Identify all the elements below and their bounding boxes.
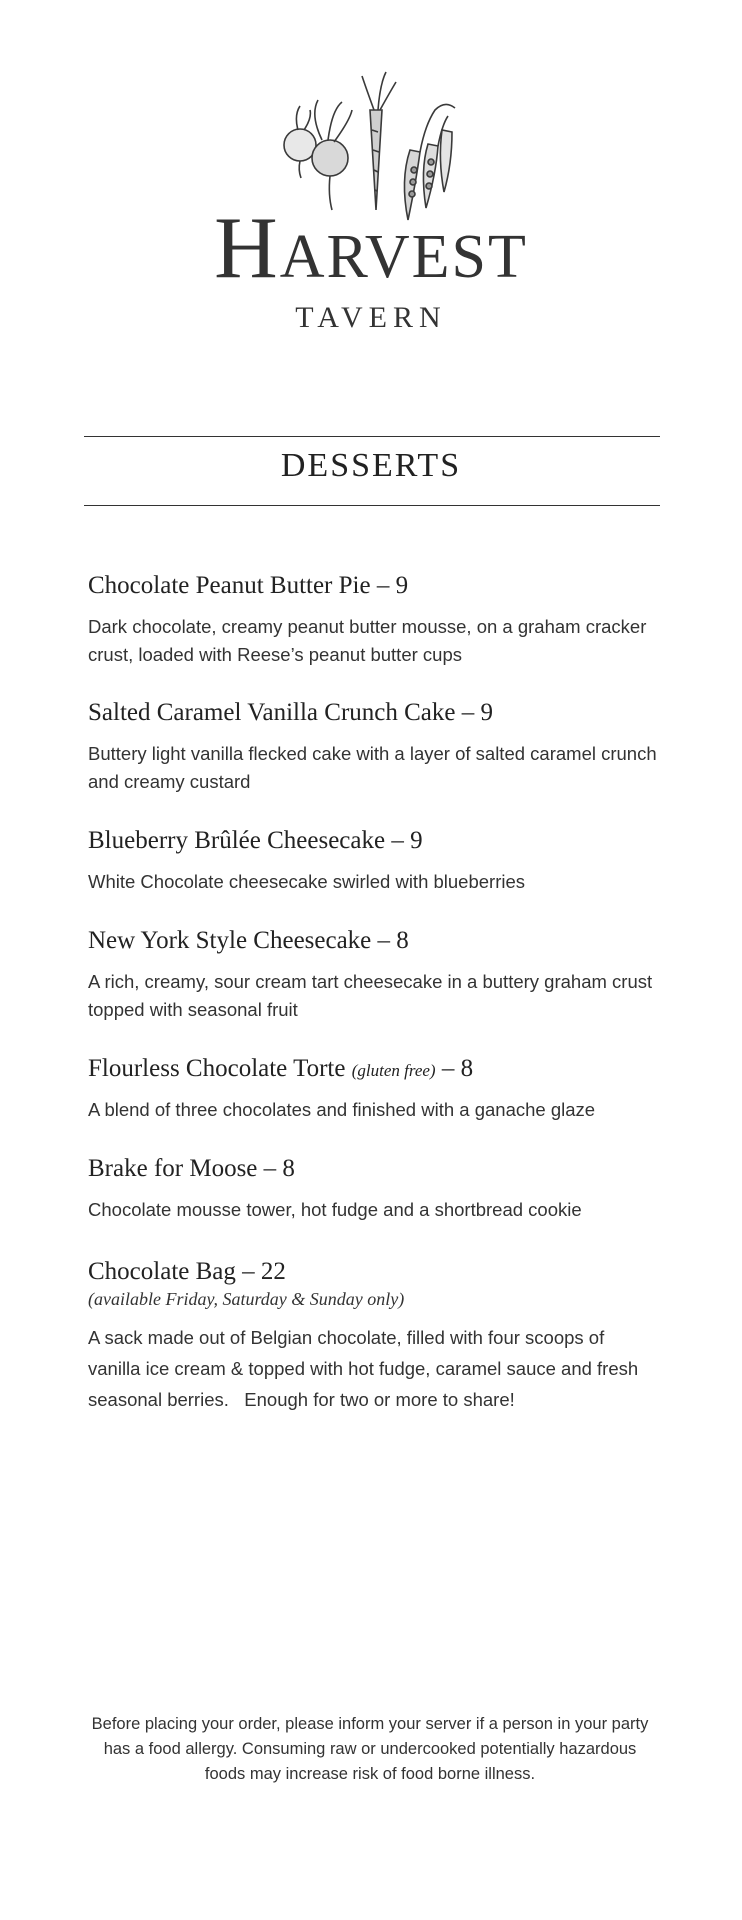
menu-item <box>88 1257 658 1415</box>
allergy-notice: Before placing your order, please inform your server if a person in your party has a food allergy. Consuming raw or undercooked potentially hazardous foods may increase risk of food borne illness. <box>91 1715 649 1783</box>
menu-item-title <box>88 571 658 601</box>
menu-item-name: Chocolate Bag <box>88 1258 236 1285</box>
menu-item <box>88 1154 658 1224</box>
menu-item <box>88 571 658 669</box>
menu-item-name: Brake for Moose <box>88 1155 258 1182</box>
menu-item-price: – 9 <box>376 572 409 599</box>
menu-item-description: A sack made out of Belgian chocolate, filled with four scoops of vanilla ice cream & topped with hot fudge, caramel sauce and fresh seasonal berries. Enough for two or more to share! <box>88 1327 644 1410</box>
menu-item-note: (gluten free) <box>351 1061 436 1080</box>
menu-item-title <box>88 1154 658 1184</box>
menu-item <box>88 926 658 1024</box>
menu-item-title <box>88 1054 658 1084</box>
menu-item-description: Dark chocolate, creamy peanut butter mousse, on a graham cracker crust, loaded with Reese’s peanut butter cups <box>88 616 647 665</box>
menu-item-title <box>88 926 658 956</box>
section-top-divider <box>84 436 660 437</box>
menu-item <box>88 1054 658 1124</box>
menu-item-availability: (available Friday, Saturday & Sunday only) <box>88 1289 405 1309</box>
brand-name: Harvest <box>214 200 528 297</box>
section-bottom-divider <box>84 505 660 506</box>
menu-item <box>88 698 658 796</box>
menu-item-price: – 8 <box>441 1055 474 1082</box>
menu-item-name: Flourless Chocolate Torte <box>88 1055 346 1082</box>
brand-subtitle: TAVERN <box>295 301 447 334</box>
menu-item-name: Chocolate Peanut Butter Pie <box>88 572 371 599</box>
menu-item-name: New York Style Cheesecake <box>88 927 372 954</box>
menu-item-title <box>88 1257 658 1287</box>
menu-item <box>88 826 658 896</box>
menu-item-description: White Chocolate cheesecake swirled with blueberries <box>88 871 526 892</box>
menu-item-price: – 9 <box>461 699 493 726</box>
menu-item-title <box>88 826 658 856</box>
menu-item-description: A blend of three chocolates and finished with a ganache glaze <box>88 1099 596 1120</box>
menu-item-price: – 9 <box>391 827 423 854</box>
menu-item-description: Chocolate mousse tower, hot fudge and a shortbread cookie <box>88 1199 582 1220</box>
menu-item-price: – 8 <box>377 927 409 954</box>
menu-item-price: – 8 <box>263 1155 295 1182</box>
menu-item-description: Buttery light vanilla flecked cake with a layer of salted caramel crunch and creamy custard <box>88 743 657 792</box>
menu-item-title <box>88 698 658 728</box>
menu-item-name: Blueberry Brûlée Cheesecake <box>88 827 386 854</box>
menu-item-price: – 22 <box>242 1258 286 1285</box>
section-title: DESSERTS <box>280 447 462 484</box>
menu-item-description: A rich, creamy, sour cream tart cheesecake in a buttery graham crust topped with seasonal fruit <box>88 971 653 1020</box>
menu-item-name: Salted Caramel Vanilla Crunch Cake <box>88 699 456 726</box>
